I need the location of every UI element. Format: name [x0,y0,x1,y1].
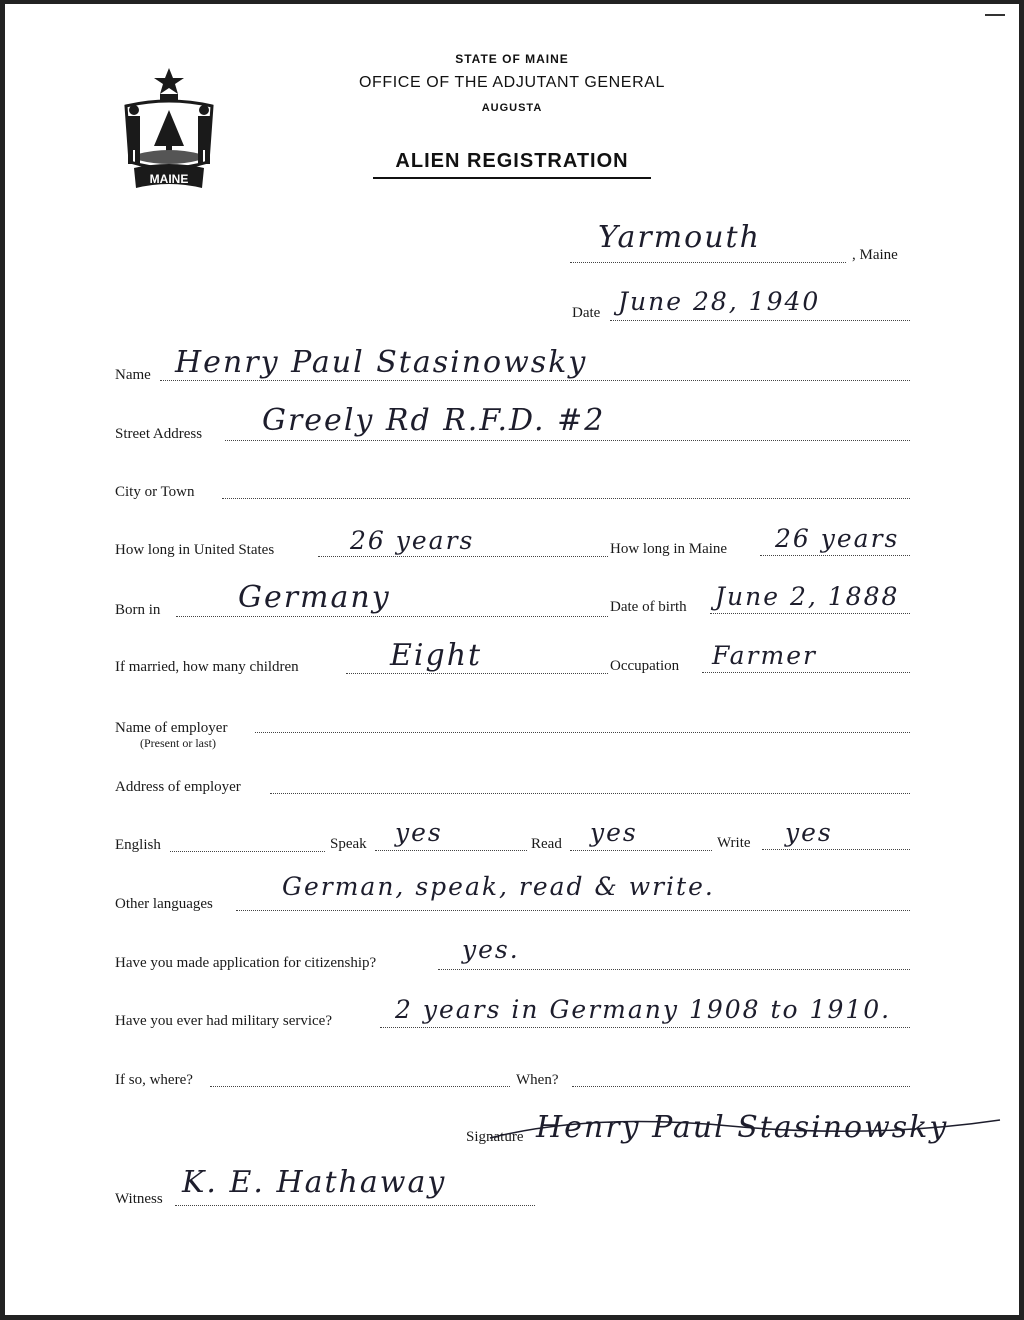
witness-value: K. E. Hathaway [182,1165,447,1200]
street-address-label: Street Address [115,426,203,442]
occupation-value: Farmer [712,641,817,670]
speak-line [375,850,527,851]
date-value: June 28, 1940 [618,287,821,316]
employer-label: Name of employer [115,720,228,736]
born-in-line [176,616,608,617]
header-state: STATE OF MAINE [455,52,569,66]
signature-value: Henry Paul Stasinowsky [536,1110,949,1145]
name-line [160,380,910,381]
how-long-maine-label: How long in Maine [610,541,728,557]
children-value: Eight [390,638,483,673]
born-in-label: Born in [115,602,161,618]
speak-label: Speak [330,836,367,852]
header-city: AUGUSTA [481,102,543,114]
witness-label: Witness [115,1191,163,1207]
page-border-left [0,0,5,1320]
english-line [170,851,325,852]
page-border-top [0,0,1024,4]
seal-banner-text: MAINE [149,172,189,186]
children-label: If married, how many children [115,659,299,675]
title-underline [373,177,651,179]
form-title: ALIEN REGISTRATION [395,150,629,172]
english-label: English [115,837,161,853]
military-label: Have you ever had military service? [115,1013,332,1029]
employer-note: (Present or last) [140,736,216,750]
maine-state-seal-icon [116,66,222,192]
corner-mark [985,14,1005,16]
city-line [222,498,910,499]
employer-address-label: Address of employer [115,779,241,795]
how-long-maine-value: 26 years [775,524,900,553]
date-of-birth-line [710,613,910,614]
when-label: When? [516,1072,559,1088]
occupation-line [702,672,910,673]
born-in-value: Germany [238,580,391,615]
city-label: City or Town [115,484,195,500]
how-long-maine-line [760,555,910,556]
children-line [346,673,608,674]
read-label: Read [531,836,562,852]
street-address-line [225,440,910,441]
how-long-us-line [318,556,608,557]
read-line [570,850,712,851]
date-of-birth-value: June 2, 1888 [715,582,900,611]
write-label: Write [717,835,751,851]
citizenship-value: yes. [462,935,520,964]
employer-line [255,732,910,733]
header-office: OFFICE OF THE ADJUTANT GENERAL [358,74,666,91]
military-value: 2 years in Germany 1908 to 1910. [395,995,892,1024]
town-line [570,262,846,263]
date-line [610,320,910,321]
english-write-value: yes [785,818,833,847]
name-label: Name [115,367,151,383]
town-value: Yarmouth [598,220,761,255]
citizenship-line [438,969,910,970]
how-long-us-value: 26 years [350,526,475,555]
witness-line [175,1205,535,1206]
signature-label: Signature [466,1129,524,1145]
page-border-bottom [0,1315,1024,1320]
occupation-label: Occupation [610,658,680,674]
page-border-right [1019,0,1024,1320]
name-value: Henry Paul Stasinowsky [175,345,588,380]
if-so-where-line [210,1086,510,1087]
other-languages-label: Other languages [115,896,213,912]
citizenship-label: Have you made application for citizenship? [115,955,377,971]
english-read-value: yes [590,818,638,847]
if-so-where-label: If so, where? [115,1072,193,1088]
english-speak-value: yes [395,818,443,847]
how-long-us-label: How long in United States [115,542,275,558]
employer-address-line [270,793,910,794]
date-of-birth-label: Date of birth [610,599,687,615]
write-line [762,849,910,850]
when-line [572,1086,910,1087]
other-languages-value: German, speak, read & write. [282,872,715,901]
maine-label: , Maine [852,247,898,263]
date-label: Date [572,305,601,321]
other-languages-line [236,910,910,911]
military-line [380,1027,910,1028]
street-address-value: Greely Rd R.F.D. #2 [262,403,606,438]
